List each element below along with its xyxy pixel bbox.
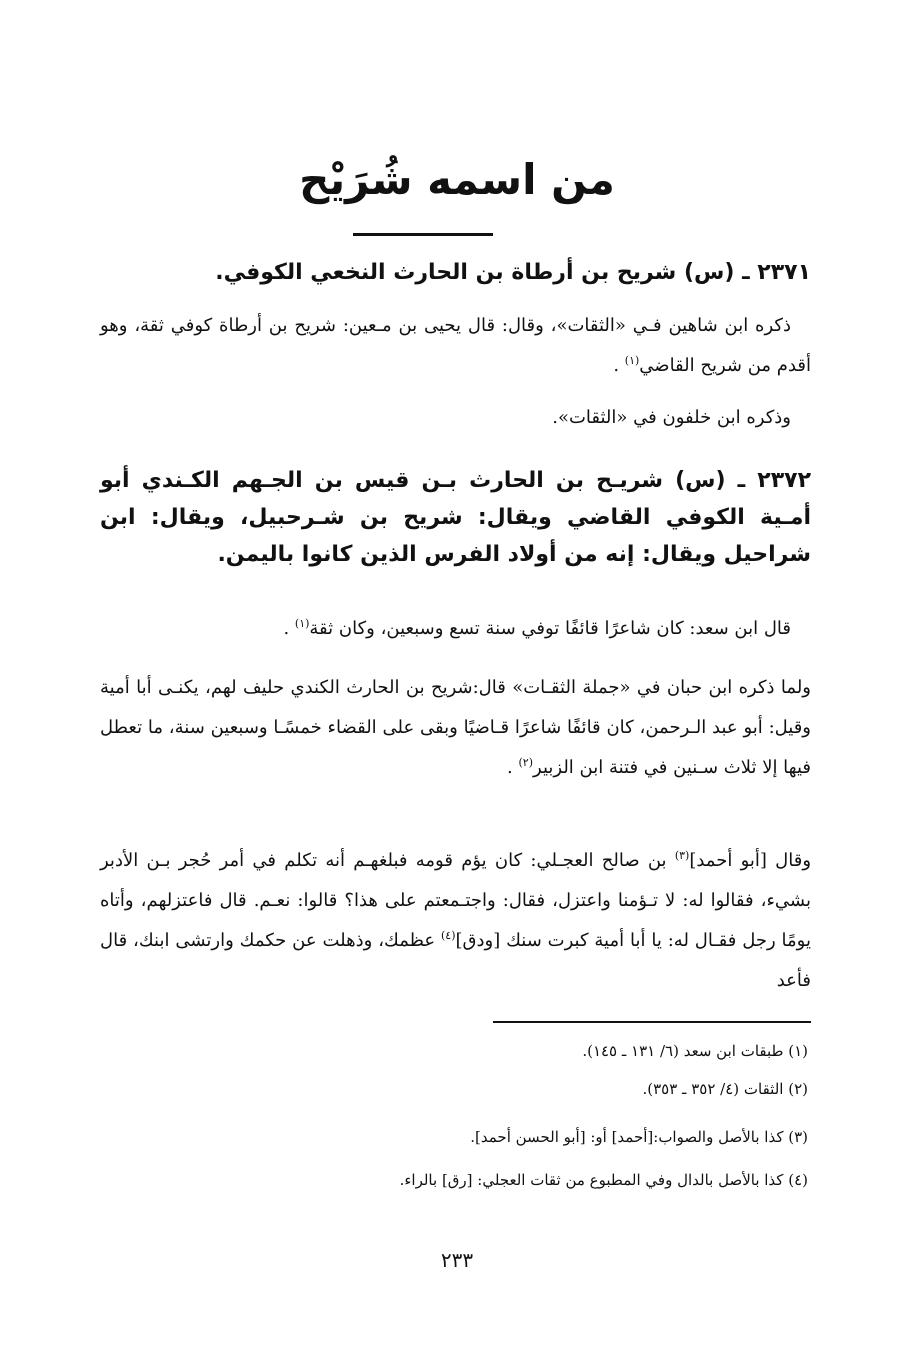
- entry-2371-paragraph-1: [100, 306, 811, 386]
- footnote-2: (٢) الثقات (٤/ ٣٥٢ ـ ٣٥٣).: [642, 1080, 808, 1098]
- paragraph-text: ذكره ابن شاهين فـي «الثقات»، وقال: قال يحيى بن مـعين: شريح بن أرطاة كوفي ثقة، وهو أقدم من شريح القاضي: [100, 315, 811, 376]
- paragraph-text: ولما ذكره ابن حبان في «جملة الثقـات» قال:شريح بن الحارث الكندي حليف لهم، يكنـى أبا أمية وقيل: أبو عبد الـرحمن، كان قائفًا شاعرًا قـاضيًا وبقى على القضاء خمسًـا وسبعين سنة، ما تعطل فيها إلا ثلاث سـنين في فتنة ابن الزبير: [100, 677, 811, 778]
- footnote-marker-3: (٣): [674, 849, 690, 862]
- footnote-marker-2: (٢): [518, 756, 534, 769]
- page-number: ٢٣٣: [440, 1248, 474, 1272]
- page-title: من اسمه شُرَيْح: [299, 155, 615, 204]
- footnote-separator: [493, 1021, 811, 1023]
- footnote-4: (٤) كذا بالأصل بالدال وفي المطبوع من ثقات العجلي: [رق] بالراء.: [399, 1171, 808, 1189]
- entry-2371-paragraph-2: [100, 398, 811, 438]
- entry-2372-paragraph-3: [100, 841, 811, 1001]
- footnote-marker-4: (٤): [440, 929, 456, 942]
- footnote-marker-1: (١): [624, 354, 640, 367]
- footnote-marker-1: (١): [294, 617, 310, 630]
- entry-2372-paragraph-2: [100, 668, 811, 788]
- paragraph-text: قال ابن سعد: كان شاعرًا قائفًا توفي سنة تسع وسبعين، وكان ثقة: [309, 618, 791, 639]
- title-underline: [353, 233, 493, 236]
- paragraph-tail: .: [613, 355, 625, 376]
- paragraph-text-end: عظمك، وذهلت عن حكمك وارتشى ابنك، قال فأعد: [100, 930, 811, 991]
- entry-heading-2371: ٢٣٧١ ـ (س) شريح بن أرطاة بن الحارث النخعي الكوفي.: [215, 260, 811, 285]
- entry-heading-2372: ٢٣٧٢ ـ (س) شريـح بن الحارث بـن قيس بن الجـهم الكـندي أبو أمـية الكوفي القاضي ويقال: شريح بن شـرحبيل، ويقال: ابن شراحيل ويقال: إنه من أولاد الفرس الذين كانوا باليمن.: [100, 468, 811, 567]
- paragraph-text-continued: بن صالح العجـلي: كان يؤم قومه فبلغهـم أنه تكلم في أمر حُجر بـن الأدبر بشيء، فقالوا له: لا تـؤمنا واعتزل، فقال: واجتـمعتم على هذا؟ قالوا: نعـم. قال فاعتزلهم، وأتاه يومًا رجل فقـال له: يا أبا أمية كبرت سنك [ودق]: [100, 850, 811, 951]
- entry-2372-paragraph-1: [100, 609, 811, 649]
- paragraph-text: وذكره ابن خلفون في «الثقات».: [552, 407, 791, 428]
- footnote-3: (٣) كذا بالأصل والصواب:[أحمد] أو: [أبو الحسن أحمد].: [470, 1128, 808, 1146]
- footnote-1: (١) طبقات ابن سعد (٦/ ١٣١ ـ ١٤٥).: [582, 1042, 808, 1060]
- paragraph-tail: .: [283, 618, 295, 639]
- paragraph-text: وقال [أبو أحمد]: [689, 850, 812, 871]
- paragraph-tail: .: [507, 757, 519, 778]
